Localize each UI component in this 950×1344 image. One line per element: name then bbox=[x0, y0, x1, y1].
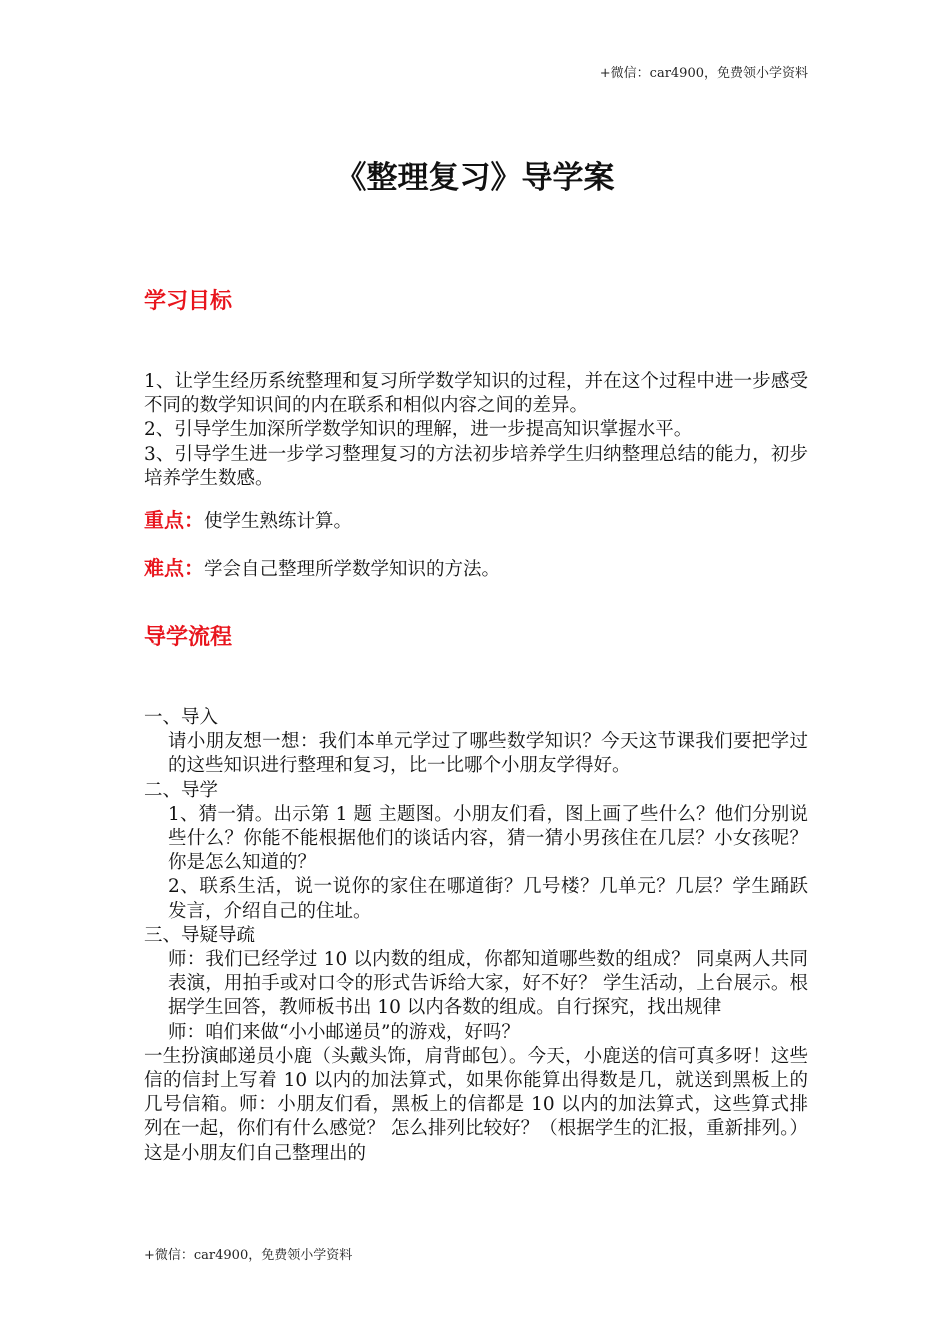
goals-heading: 学习目标 bbox=[144, 289, 233, 314]
header-note: +微信：car4900，免费领小学资料 bbox=[599, 66, 808, 81]
process-paragraph: 2、联系生活，说一说你的家住在哪道街？几号楼？几单元？几层？学生踊跃发言，介绍自己的住址。 bbox=[168, 876, 808, 922]
difficult-point-label: 难点： bbox=[144, 556, 204, 580]
page-title: 《整理复习》导学案 bbox=[335, 160, 615, 196]
process-section-doubts: 三、导疑导疏 bbox=[144, 924, 256, 946]
difficult-point bbox=[144, 554, 808, 584]
process-paragraph: 1、猜一猜。出示第 1 题 主题图。小朋友们看，图上画了些什么？他们分别说些什么？你能不能根据他们的谈话内容，猜一猜小男孩住在几层？小女孩呢？你是怎么知道的？ bbox=[168, 803, 808, 874]
difficult-point-text: 学会自己整理所学数学知识的方法。 bbox=[204, 559, 501, 580]
process-body bbox=[144, 706, 808, 1166]
process-paragraph: 一生扮演邮递员小鹿（头戴头饰，肩背邮包）。今天，小鹿送的信可真多呀！这些信的信封上写着 10 以内的加法算式，如果你能算出得数是几，就送到黑板上的几号信箱。师：小朋友们看，黑板上的信都是 10 以内的加法算式，这些算式排列在一起，你们有什么感觉？ 怎么排列比较好？（根据学生的汇报，重新排列。）这是小朋友们自己整理出的 bbox=[144, 1045, 808, 1164]
process-section-intro: 一、导入 bbox=[144, 707, 219, 728]
process-paragraph: 师：咱们来做“小小邮递员”的游戏，好吗？ bbox=[168, 1021, 520, 1043]
goal-item-2: 2、引导学生加深所学数学知识的理解，进一步提高知识掌握水平。 bbox=[144, 419, 693, 441]
key-point-label: 重点： bbox=[144, 508, 204, 532]
key-point bbox=[144, 506, 808, 536]
process-heading: 导学流程 bbox=[144, 625, 233, 650]
process-paragraph: 师：我们已经学过 10 以内数的组成，你都知道哪些数的组成？ 同桌两人共同表演，用拍手或对口令的形式告诉给大家，好不好？ 学生活动，上台展示。根据学生回答，教师板书出 10 以内各数的组成。自行探究，找出规律 bbox=[168, 949, 808, 1019]
goal-item-1: 1、让学生经历系统整理和复习所学数学知识的过程，并在这个过程中进一步感受不同的数学知识间的内在联系和相似内容之间的差异。 bbox=[144, 371, 808, 417]
process-paragraph: 请小朋友想一想：我们本单元学过了哪些数学知识？今天这节课我们要把学过的这些知识进行整理和复习，比一比哪个小朋友学得好。 bbox=[168, 731, 808, 777]
key-point-text: 使学生熟练计算。 bbox=[204, 511, 353, 532]
footer-note: +微信：car4900，免费领小学资料 bbox=[144, 1248, 353, 1263]
goal-item-3: 3、引导学生进一步学习整理复习的方法初步培养学生归纳整理总结的能力，初步培养学生数感。 bbox=[144, 443, 808, 489]
process-section-guide: 二、导学 bbox=[144, 779, 219, 801]
goals-list bbox=[144, 370, 808, 491]
